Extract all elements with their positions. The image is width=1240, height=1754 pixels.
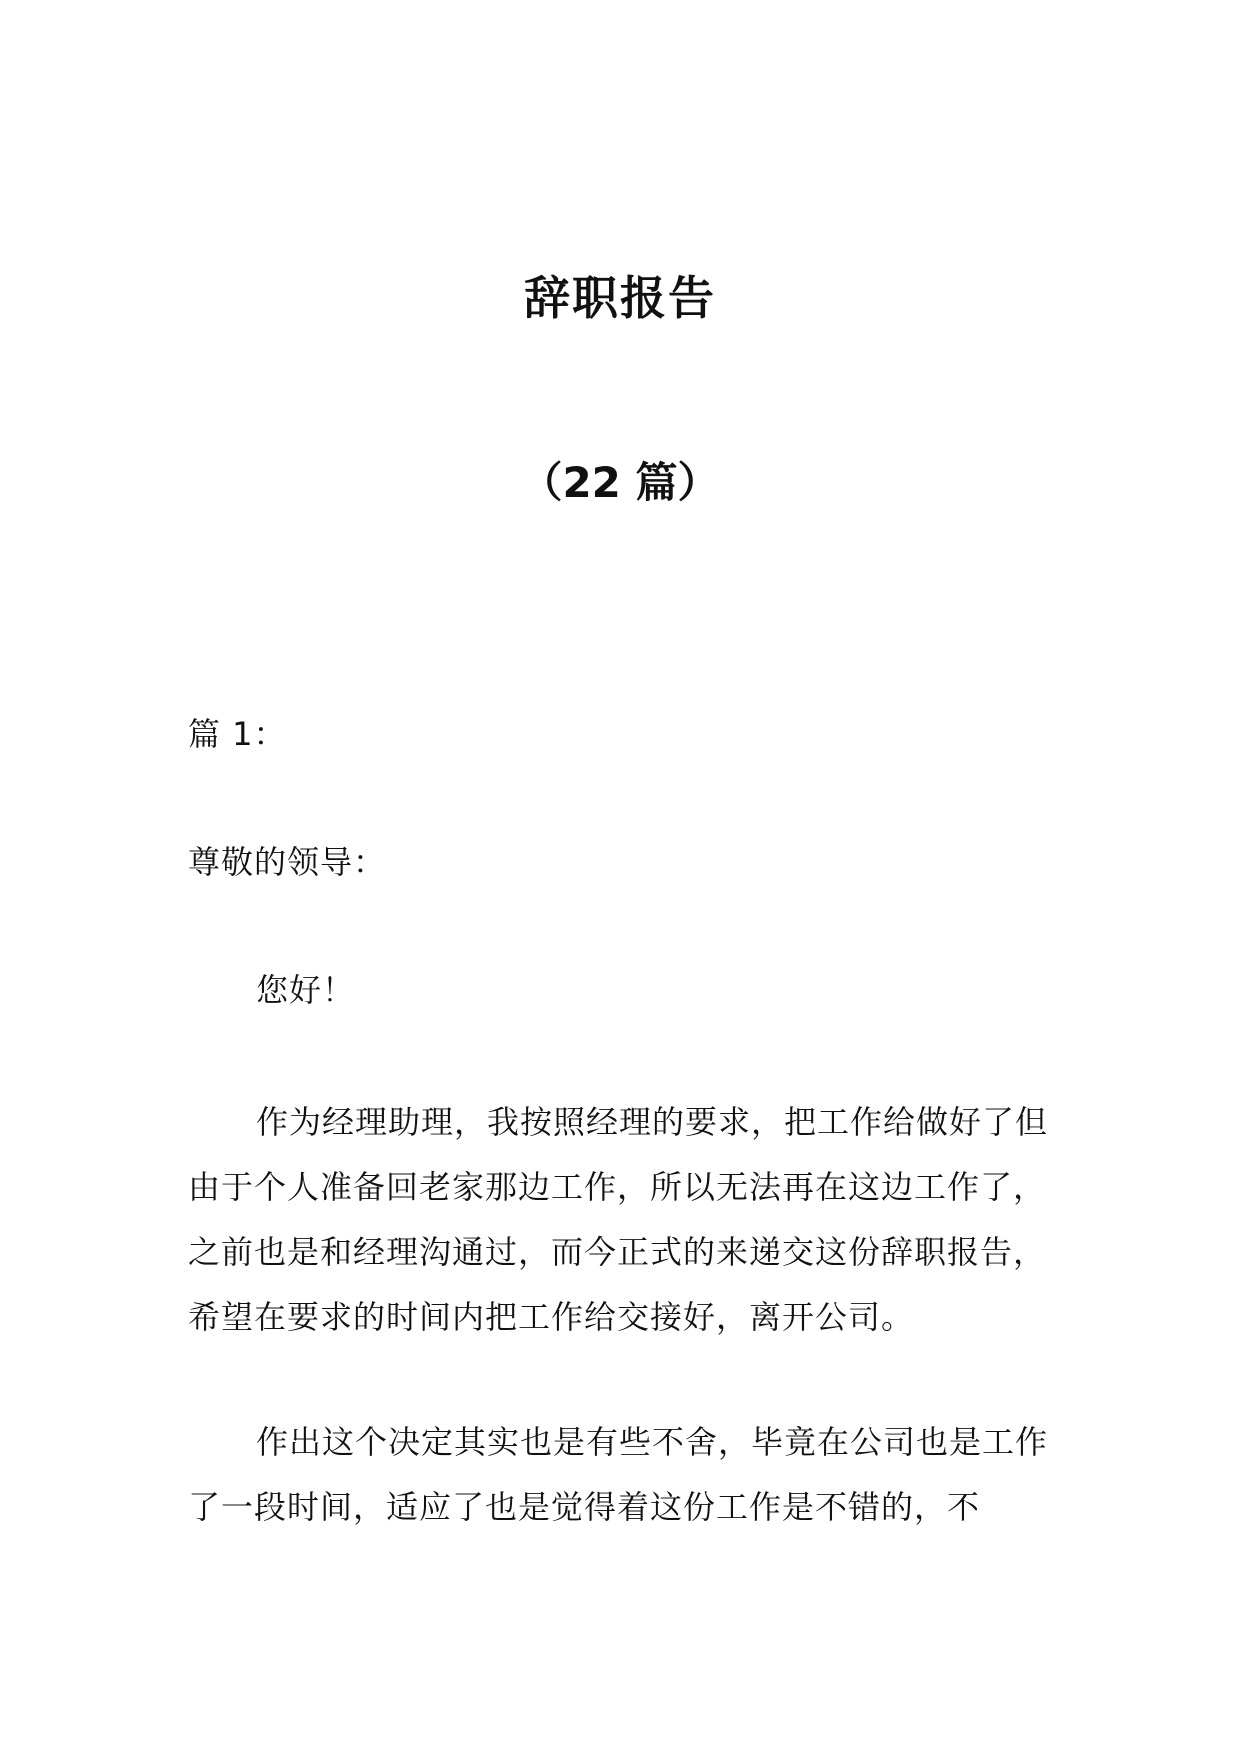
document-title: 辞职报告 (524, 271, 716, 325)
paragraph: 作出这个决定其实也是有些不舍，毕竟在公司也是工作了一段时间，适应了也是觉得着这份工作是不错的，不 (188, 1423, 1049, 1526)
document-subtitle: （22 篇） (520, 458, 720, 507)
salutation: 尊敬的领导： (188, 843, 387, 881)
section-label: 篇 1： (188, 715, 287, 753)
paragraph: 作为经理助理，我按照经理的要求，把工作给做好了但由于个人准备回老家那边工作，所以无法再在这边工作了，之前也是和经理沟通过，而今正式的来递交这份辞职报告，希望在要求的时间内把工作给交接好，离开公司。 (188, 1103, 1049, 1336)
greeting: 您好！ (256, 971, 356, 1009)
